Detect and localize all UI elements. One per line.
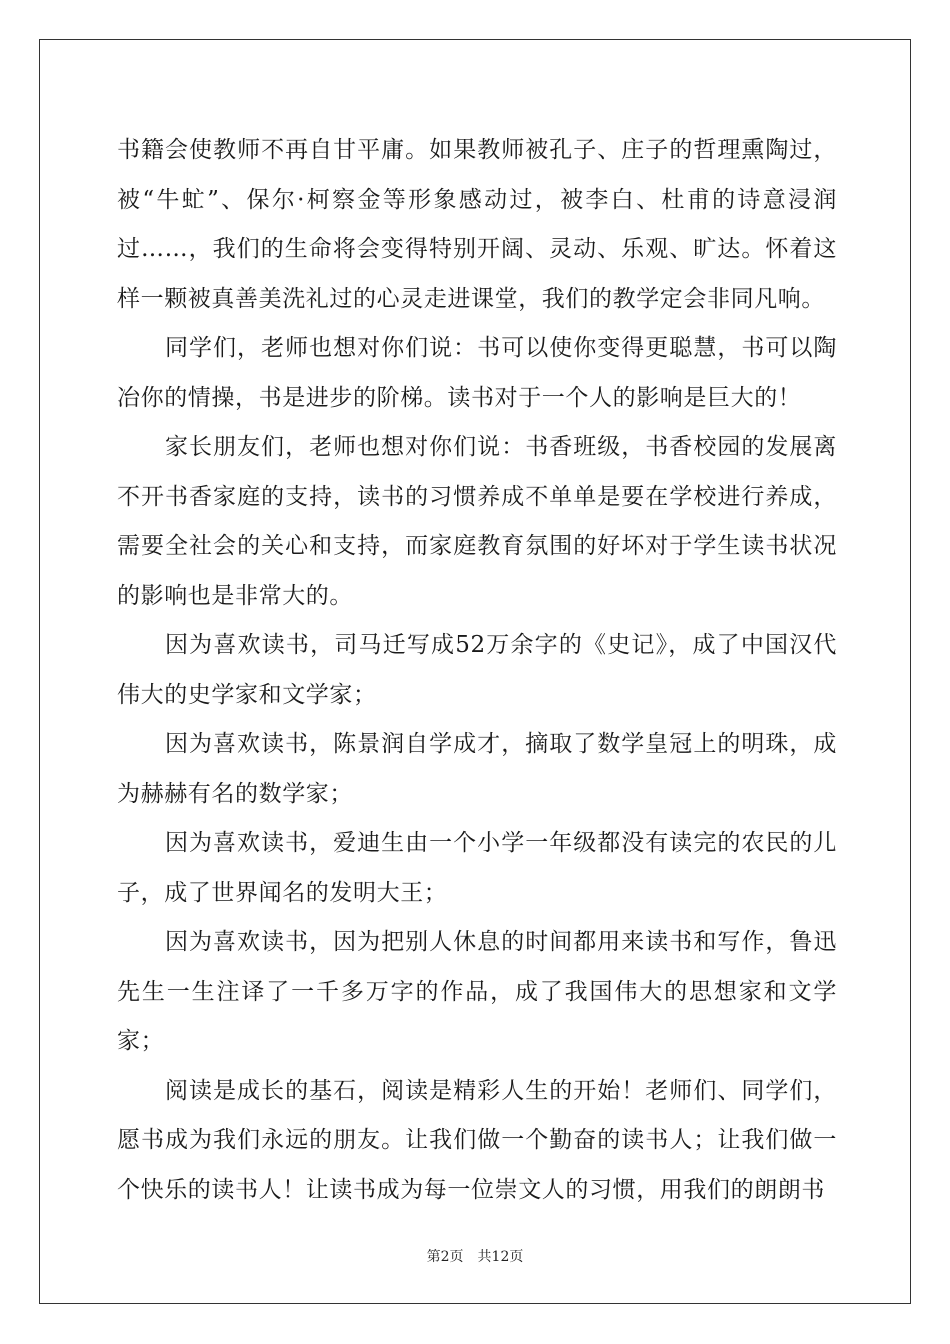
document-body (117, 126, 837, 1215)
paragraph-5: 因为喜欢读书，陈景润自学成才，摘取了数学皇冠上的明珠，成为赫赫有名的数学家； (117, 731, 837, 807)
paragraph-4: 因为喜欢读书，司马迁写成52万余字的《史记》，成了中国汉代伟大的史学家和文学家； (117, 632, 837, 708)
paragraph-8: 阅读是成长的基石，阅读是精彩人生的开始！老师们、同学们，愿书成为我们永远的朋友。让我们做一个勤奋的读书人；让我们做一个快乐的读书人！让读书成为每一位崇文人的习惯，用我们的朗朗书 (117, 1077, 837, 1203)
paragraph-7: 因为喜欢读书，因为把别人休息的时间都用来读书和写作，鲁迅先生一生注译了一千多万字的作品，成了我国伟大的思想家和文学家； (117, 929, 837, 1054)
paragraph-1: 书籍会使教师不再自甘平庸。如果教师被孔子、庄子的哲理熏陶过，被“牛虻”、保尔·柯察金等形象感动过，被李白、杜甫的诗意浸润过……，我们的生命将会变得特别开阔、灵动、乐观、旷达。怀着这样一颗被真善美洗礼过的心灵走进课堂，我们的教学定会非同凡响。 (117, 137, 837, 312)
paragraph-6: 因为喜欢读书，爱迪生由一个小学一年级都没有读完的农民的儿子，成了世界闻名的发明大王； (117, 830, 837, 906)
page-number-footer: 第2页 共12页 (426, 1249, 524, 1265)
paragraph-3: 家长朋友们，老师也想对你们说：书香班级，书香校园的发展离不开书香家庭的支持，读书的习惯养成不单单是要在学校进行养成，需要全社会的关心和支持，而家庭教育氛围的好坏对于学生读书状况的影响也是非常大的。 (117, 434, 837, 609)
paragraph-2: 同学们，老师也想对你们说：书可以使你变得更聪慧，书可以陶冶你的情操，书是进步的阶梯。读书对于一个人的影响是巨大的！ (117, 335, 837, 411)
